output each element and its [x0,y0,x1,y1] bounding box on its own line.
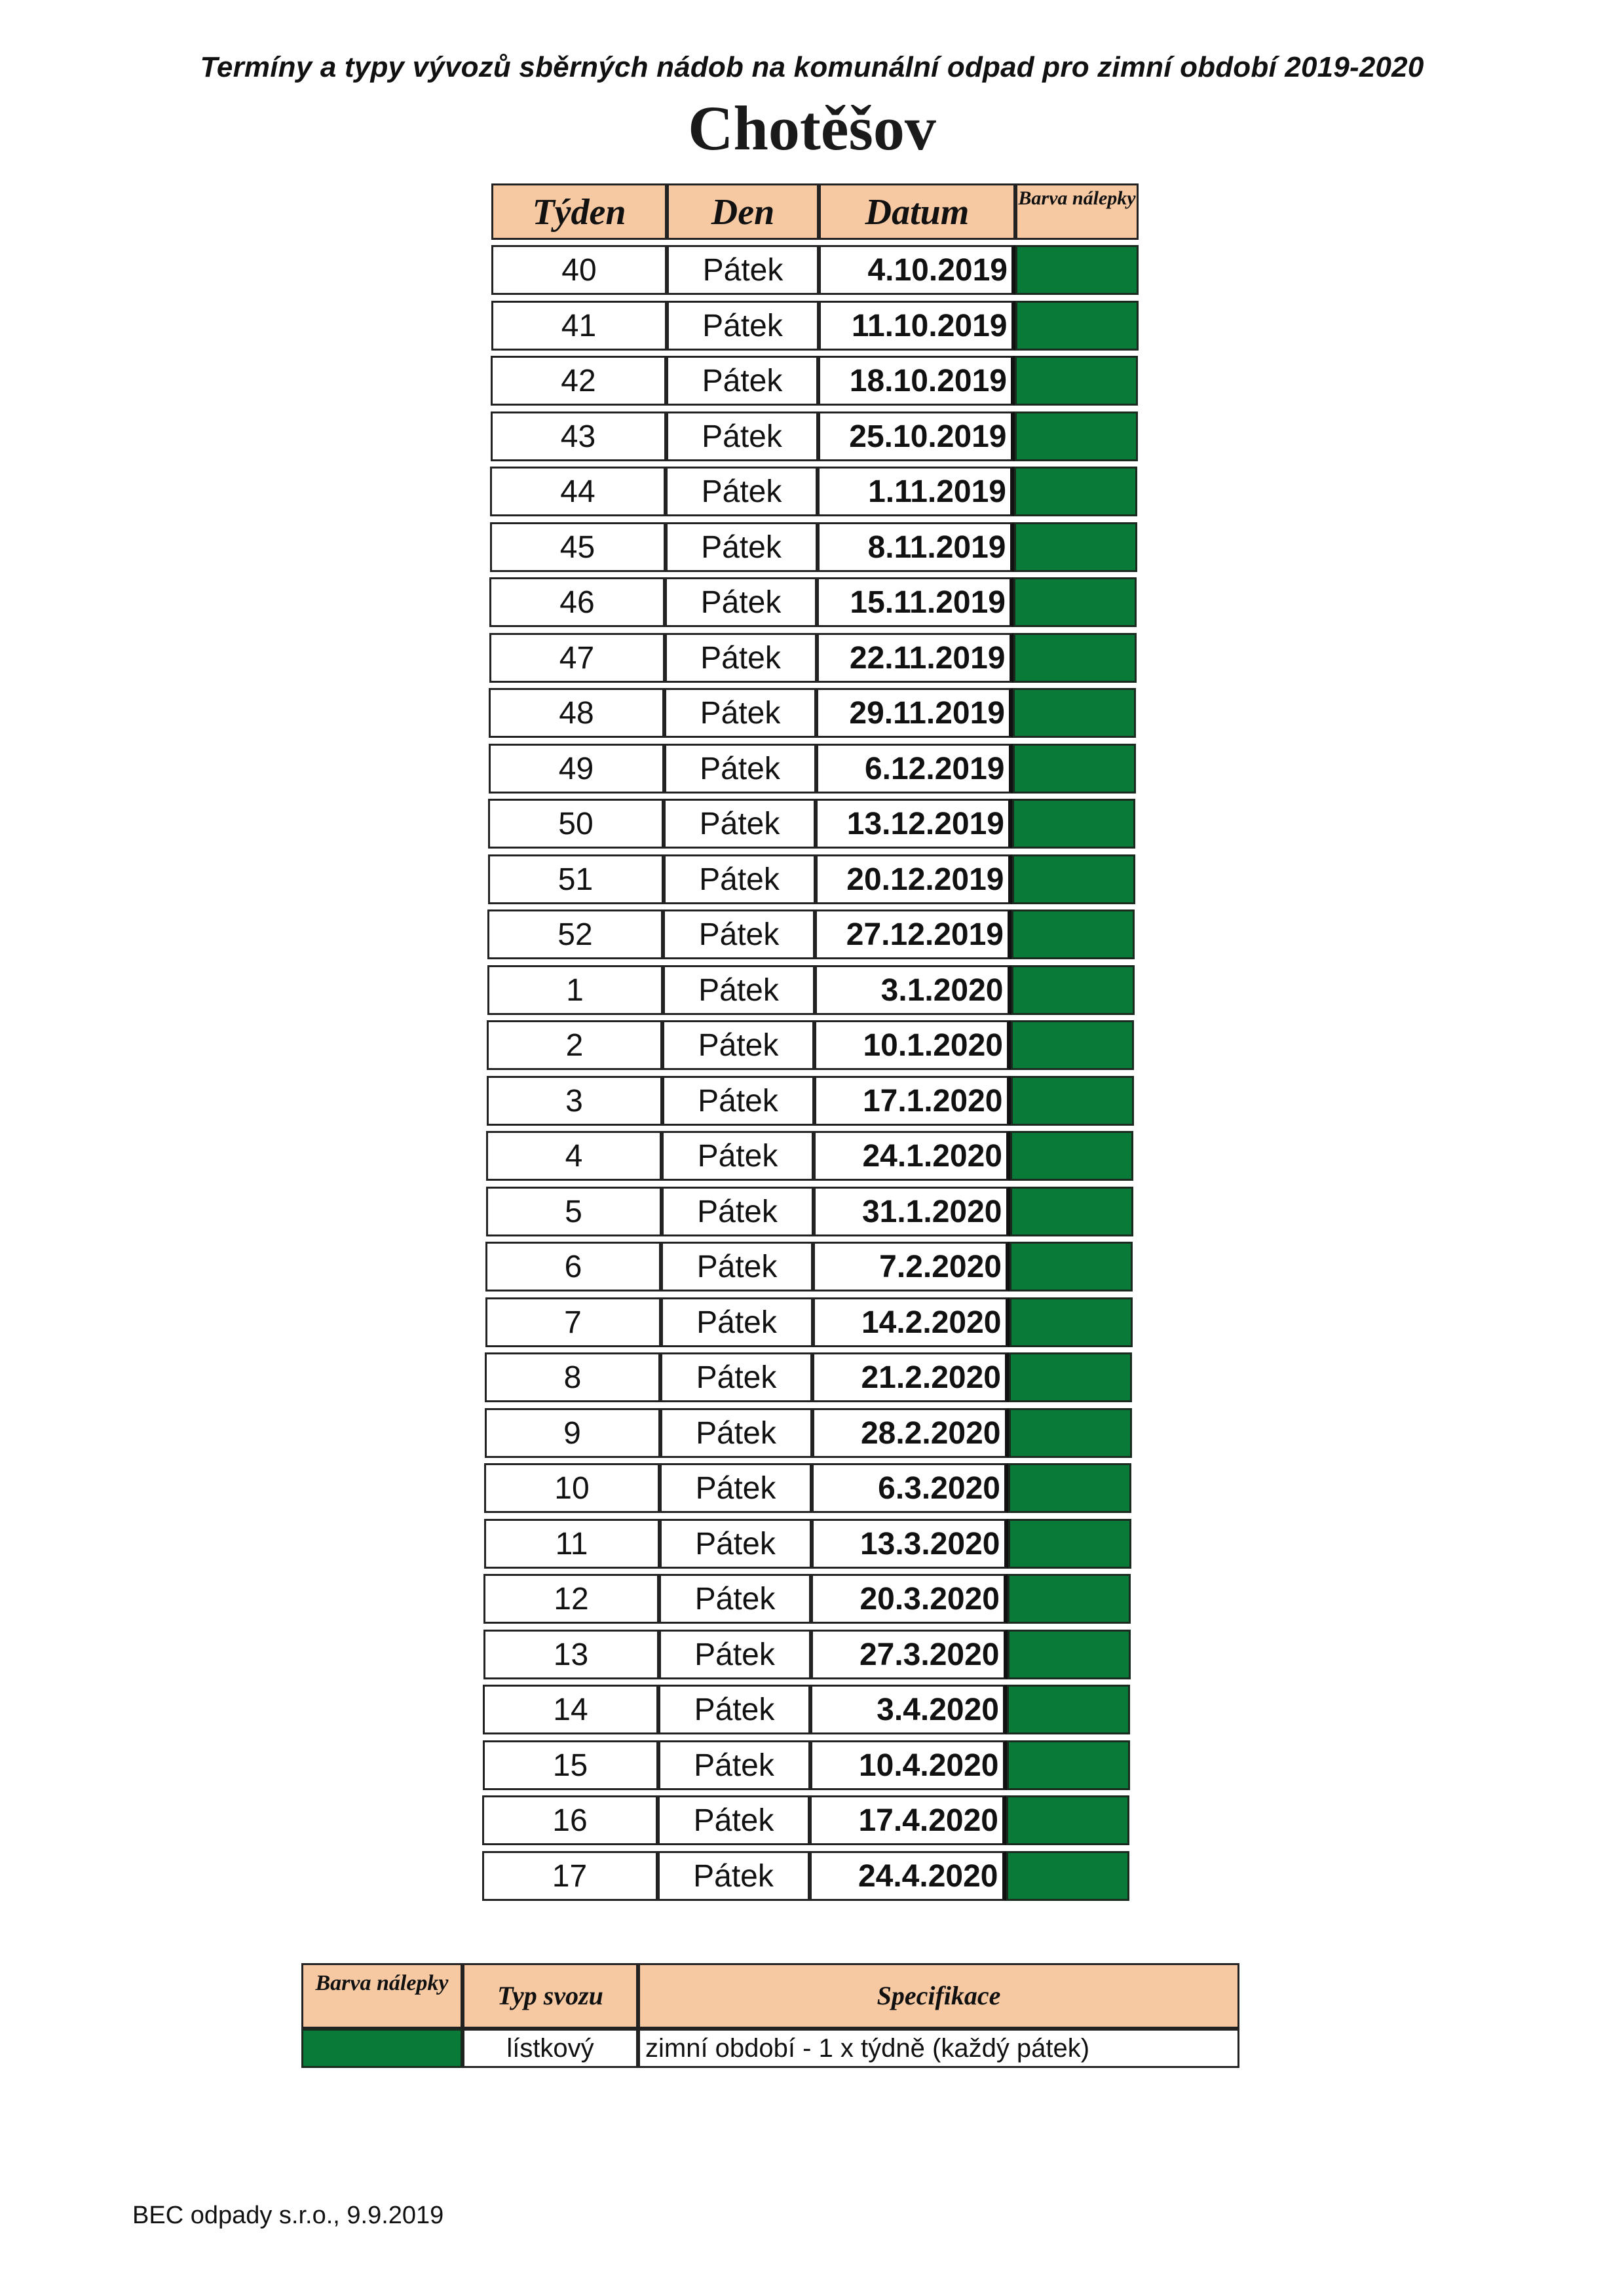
day-cell: Pátek [661,1242,813,1292]
table-row [454,1018,1135,1073]
week-cell: 51 [488,854,664,904]
date-cell: 24.4.2020 [810,1851,1006,1901]
legend-spec: zimní období - 1 x týdně (každý pátek) [638,2029,1239,2068]
sticker-color-cell [1014,467,1137,516]
day-cell: Pátek [659,1630,811,1679]
week-cell: 45 [490,522,666,572]
legend-row [301,2029,1239,2071]
day-cell: Pátek [665,633,817,683]
day-cell: Pátek [658,1795,810,1845]
table-row [455,963,1136,1018]
sticker-color-cell [1008,1574,1131,1624]
schedule-rows [459,242,1140,1904]
day-cell: Pátek [664,799,816,849]
week-cell: 4 [486,1131,662,1181]
date-cell: 14.2.2020 [813,1297,1010,1347]
week-cell: 43 [491,411,666,461]
table-row [458,409,1139,465]
table-row [457,520,1139,575]
day-cell: Pátek [664,688,816,738]
table-row [451,1461,1133,1516]
date-cell: 3.1.2020 [815,965,1011,1015]
sticker-color-cell [1010,1131,1133,1181]
date-cell: 4.10.2019 [819,245,1015,295]
day-cell: Pátek [663,909,815,959]
date-cell: 17.1.2020 [814,1076,1011,1126]
legend-table [301,1963,1239,2071]
table-row [456,741,1137,797]
day-cell: Pátek [658,1851,810,1901]
table-row [459,298,1140,354]
day-cell: Pátek [662,1076,814,1126]
week-cell: 3 [487,1076,662,1126]
table-row [449,1848,1131,1904]
table-row [457,464,1139,520]
day-cell: Pátek [662,1020,814,1070]
sticker-color-cell [1011,965,1135,1015]
week-cell: 11 [484,1519,660,1569]
date-cell: 3.4.2020 [810,1685,1007,1734]
day-cell: Pátek [659,1574,811,1624]
week-cell: 10 [484,1463,660,1513]
table-row [451,1627,1132,1683]
table-row [456,685,1137,741]
date-cell: 8.11.2019 [818,522,1014,572]
sticker-color-cell [1011,1020,1134,1070]
week-cell: 46 [489,577,665,627]
date-cell: 13.12.2019 [816,799,1012,849]
sticker-color-cell [1015,245,1139,295]
date-cell: 20.3.2020 [811,1574,1008,1624]
date-cell: 10.4.2020 [810,1740,1007,1790]
date-cell: 22.11.2019 [817,633,1013,683]
sticker-color-cell [1008,1463,1131,1513]
date-cell: 31.1.2020 [814,1187,1010,1236]
day-cell: Pátek [660,1463,812,1513]
week-cell: 7 [485,1297,661,1347]
table-row [450,1682,1131,1738]
sticker-color-cell [1014,522,1137,572]
legend-header-color: Barva nálepky [301,1963,463,2029]
week-cell: 15 [483,1740,658,1790]
table-row [452,1406,1133,1461]
week-cell: 17 [482,1851,658,1901]
date-cell: 24.1.2020 [814,1131,1010,1181]
table-row [451,1571,1132,1627]
week-cell: 44 [490,467,666,516]
day-cell: Pátek [658,1685,810,1734]
day-cell: Pátek [661,1297,813,1347]
sticker-color-cell [1008,1630,1131,1679]
sticker-color-cell [1010,1242,1133,1292]
day-cell: Pátek [666,356,818,406]
table-row [455,852,1137,908]
week-cell: 47 [489,633,665,683]
schedule-header-row [459,183,1140,242]
table-row [455,907,1136,963]
date-cell: 28.2.2020 [812,1408,1009,1458]
week-cell: 12 [483,1574,659,1624]
week-cell: 52 [487,909,663,959]
sticker-color-cell [1015,301,1139,351]
legend-color-swatch [301,2029,463,2068]
date-cell: 11.10.2019 [819,301,1015,351]
week-cell: 48 [489,688,664,738]
sticker-color-cell [1010,1187,1133,1236]
header-week: Týden [491,183,667,240]
day-cell: Pátek [662,1131,814,1181]
header-date: Datum [819,183,1015,240]
header-day: Den [667,183,819,240]
sticker-color-cell [1009,1408,1132,1458]
date-cell: 29.11.2019 [816,688,1013,738]
day-cell: Pátek [663,965,815,1015]
day-cell: Pátek [666,411,818,461]
table-row [452,1350,1133,1406]
sticker-color-cell [1013,688,1136,738]
date-cell: 1.11.2019 [818,467,1014,516]
footer-note: BEC odpady s.r.o., 9.9.2019 [132,2202,444,2229]
sticker-color-cell [1013,744,1136,794]
table-row [450,1738,1131,1793]
day-cell: Pátek [660,1352,812,1402]
day-cell: Pátek [664,854,816,904]
sticker-color-cell [1012,799,1135,849]
sticker-color-cell [1011,1076,1134,1126]
day-cell: Pátek [660,1519,812,1569]
table-row [454,1073,1135,1129]
sticker-color-cell [1011,909,1135,959]
week-cell: 49 [489,744,664,794]
week-cell: 42 [491,356,666,406]
date-cell: 21.2.2020 [812,1352,1009,1402]
week-cell: 9 [485,1408,660,1458]
day-cell: Pátek [667,301,819,351]
day-cell: Pátek [667,245,819,295]
week-cell: 50 [488,799,664,849]
table-row [453,1184,1135,1240]
date-cell: 20.12.2019 [816,854,1012,904]
week-cell: 2 [487,1020,662,1070]
table-row [455,796,1137,852]
legend-header-spec: Specifikace [638,1963,1239,2029]
table-row [449,1793,1131,1848]
table-row [453,1295,1134,1350]
week-cell: 6 [485,1242,661,1292]
legend-type: lístkový [463,2029,638,2068]
town-title: Chotěšov [688,93,936,163]
day-cell: Pátek [658,1740,810,1790]
table-row [453,1128,1135,1184]
date-cell: 18.10.2019 [818,356,1015,406]
week-cell: 13 [483,1630,659,1679]
legend-header-row [301,1963,1239,2035]
document-header: Termíny a typy vývozů sběrných nádob na komunální odpad pro zimní období 2019-2020 [200,51,1424,83]
date-cell: 10.1.2020 [814,1020,1011,1070]
table-row [451,1516,1133,1572]
sticker-color-cell [1012,854,1135,904]
date-cell: 27.12.2019 [815,909,1011,959]
day-cell: Pátek [666,522,818,572]
sticker-color-cell [1015,356,1138,406]
sticker-color-cell [1009,1352,1132,1402]
legend-header-type: Typ svozu [463,1963,638,2029]
date-cell: 7.2.2020 [813,1242,1010,1292]
sticker-color-cell [1010,1297,1133,1347]
table-row [457,575,1138,630]
sticker-color-cell [1006,1795,1129,1845]
sticker-color-cell [1007,1685,1130,1734]
day-cell: Pátek [664,744,816,794]
table-row [457,630,1138,686]
week-cell: 14 [483,1685,658,1734]
week-cell: 16 [482,1795,658,1845]
date-cell: 25.10.2019 [818,411,1015,461]
table-row [458,353,1139,409]
date-cell: 13.3.2020 [812,1519,1008,1569]
day-cell: Pátek [660,1408,812,1458]
sticker-color-cell [1008,1519,1131,1569]
table-row [453,1239,1134,1295]
day-cell: Pátek [662,1187,814,1236]
week-cell: 8 [485,1352,660,1402]
date-cell: 6.12.2019 [816,744,1013,794]
date-cell: 6.3.2020 [812,1463,1008,1513]
date-cell: 15.11.2019 [817,577,1013,627]
header-sticker-color: Barva nálepky [1015,183,1139,240]
sticker-color-cell [1015,411,1138,461]
day-cell: Pátek [666,467,818,516]
sticker-color-cell [1013,577,1137,627]
week-cell: 40 [491,245,667,295]
week-cell: 1 [487,965,663,1015]
date-cell: 27.3.2020 [811,1630,1008,1679]
week-cell: 5 [486,1187,662,1236]
table-row [459,242,1140,298]
week-cell: 41 [491,301,667,351]
day-cell: Pátek [665,577,817,627]
sticker-color-cell [1013,633,1137,683]
sticker-color-cell [1006,1851,1129,1901]
date-cell: 17.4.2020 [810,1795,1006,1845]
schedule-table [459,183,1140,1904]
sticker-color-cell [1007,1740,1130,1790]
